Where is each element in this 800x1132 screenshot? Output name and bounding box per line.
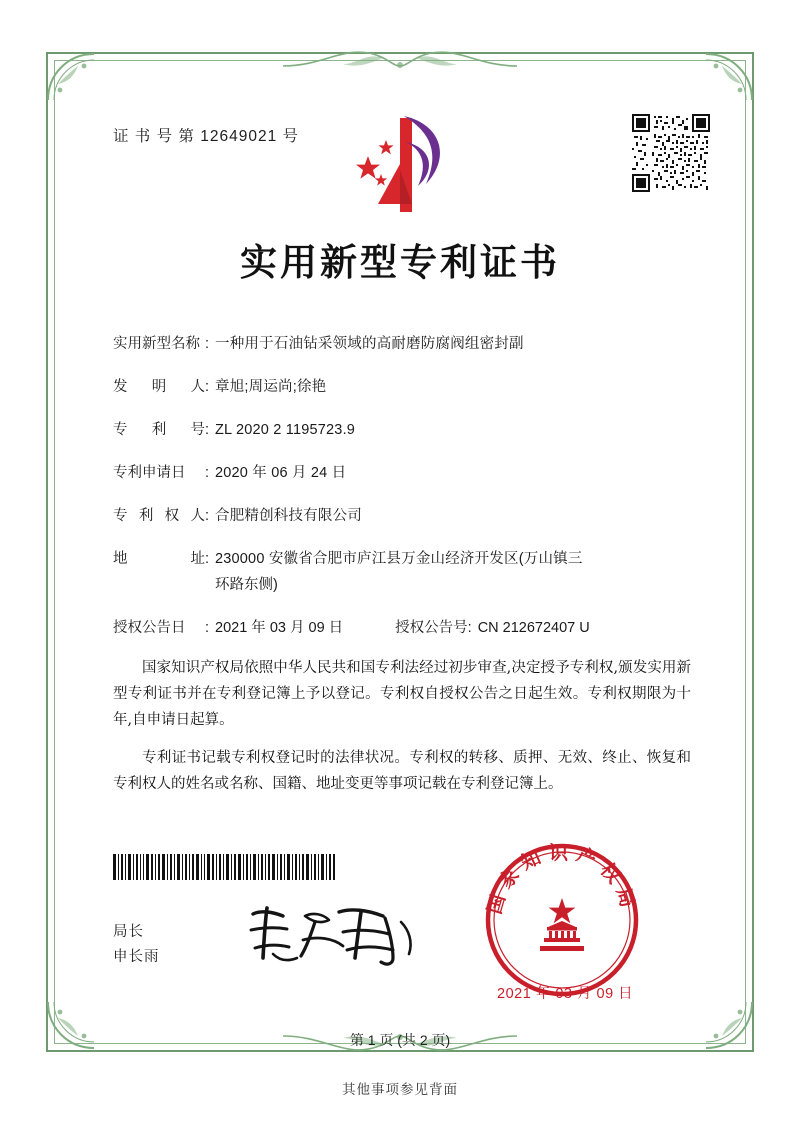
field-row-grant-announcement [113, 618, 703, 638]
barcode [113, 854, 335, 880]
field-value: 一种用于石油钻采领域的高耐磨防腐阀组密封副 [215, 336, 524, 352]
field-row-utility-model-name [113, 334, 703, 354]
footer-note: 其他事项参见背面 [342, 1082, 458, 1097]
page-indicator: 第 1 页 (共 2 页) [349, 1032, 451, 1048]
field-colon: : [205, 465, 210, 481]
field-label: 专利号 [113, 422, 205, 438]
field-value: 230000 安徽省合肥市庐江县万金山经济开发区(万山镇三 [215, 551, 583, 567]
certificate-number: 证 书 号 第 12649021 号 [113, 128, 299, 145]
field-label: 授权公告日 [113, 620, 186, 636]
field-value: 2021 年 03 月 09 日 [215, 620, 344, 636]
field-label: 地址 [113, 551, 205, 567]
field-colon: : [205, 379, 210, 395]
field-label: 实用新型名称 [113, 336, 200, 352]
field-row-patentee [113, 506, 703, 526]
qr-code [632, 114, 710, 192]
official-seal [484, 842, 640, 998]
field-colon: : [205, 336, 210, 352]
field-colon: : [205, 551, 210, 567]
field-row-address [113, 549, 703, 569]
paragraph-2: 专利证书记载专利权登记时的法律状况。专利权的转移、质押、无效、终止、恢复和专利权人的姓名或名称、国籍、地址变更等事项记载在专利登记簿上。 [113, 750, 691, 792]
field-value: 合肥精创科技有限公司 [215, 508, 362, 524]
certificate-fields [113, 334, 703, 661]
field-colon: : [205, 620, 210, 636]
svg-text:国家知识产权局: 国家知识产权局 [484, 842, 640, 917]
field-label: 专利申请日 [113, 465, 186, 481]
field-colon: : [205, 422, 210, 438]
director-title-label: 局长 [113, 924, 144, 940]
corner-ornament-icon [702, 50, 756, 104]
top-ornament-icon [283, 40, 517, 74]
certificate-body-text [113, 655, 691, 809]
field-colon: : [205, 508, 210, 524]
field-value: 章旭;周运尚;徐艳 [215, 379, 327, 395]
field-label-announcement-number: 授权公告号: [395, 620, 472, 636]
handwritten-signature [243, 900, 423, 970]
director-name-label: 申长雨 [113, 949, 160, 965]
field-label: 专利权人 [113, 508, 205, 524]
corner-ornament-icon [44, 50, 98, 104]
field-row-patent-number [113, 420, 703, 440]
signature-block [113, 920, 160, 970]
field-row-application-date [113, 463, 703, 483]
address-line-2: 环路东侧) [215, 577, 278, 593]
seal-date: 2021 年 03 月 09 日 [497, 986, 634, 1002]
cnipa-logo-icon [348, 112, 458, 220]
field-row-inventor [113, 377, 703, 397]
paragraph-1: 国家知识产权局依照中华人民共和国专利法经过初步审查,决定授予专利权,颁发实用新型专利证书并在专利登记簿上予以登记。专利权自授权公告之日起生效。专利权期限为十年,自申请日起算。 [113, 660, 691, 728]
field-value: ZL 2020 2 1195723.9 [215, 422, 356, 438]
field-label: 发明人 [113, 379, 205, 395]
field-value: 2020 年 06 月 24 日 [215, 465, 347, 481]
page-title: 实用新型专利证书 [240, 240, 560, 284]
field-value-announcement-number: CN 212672407 U [477, 620, 590, 636]
